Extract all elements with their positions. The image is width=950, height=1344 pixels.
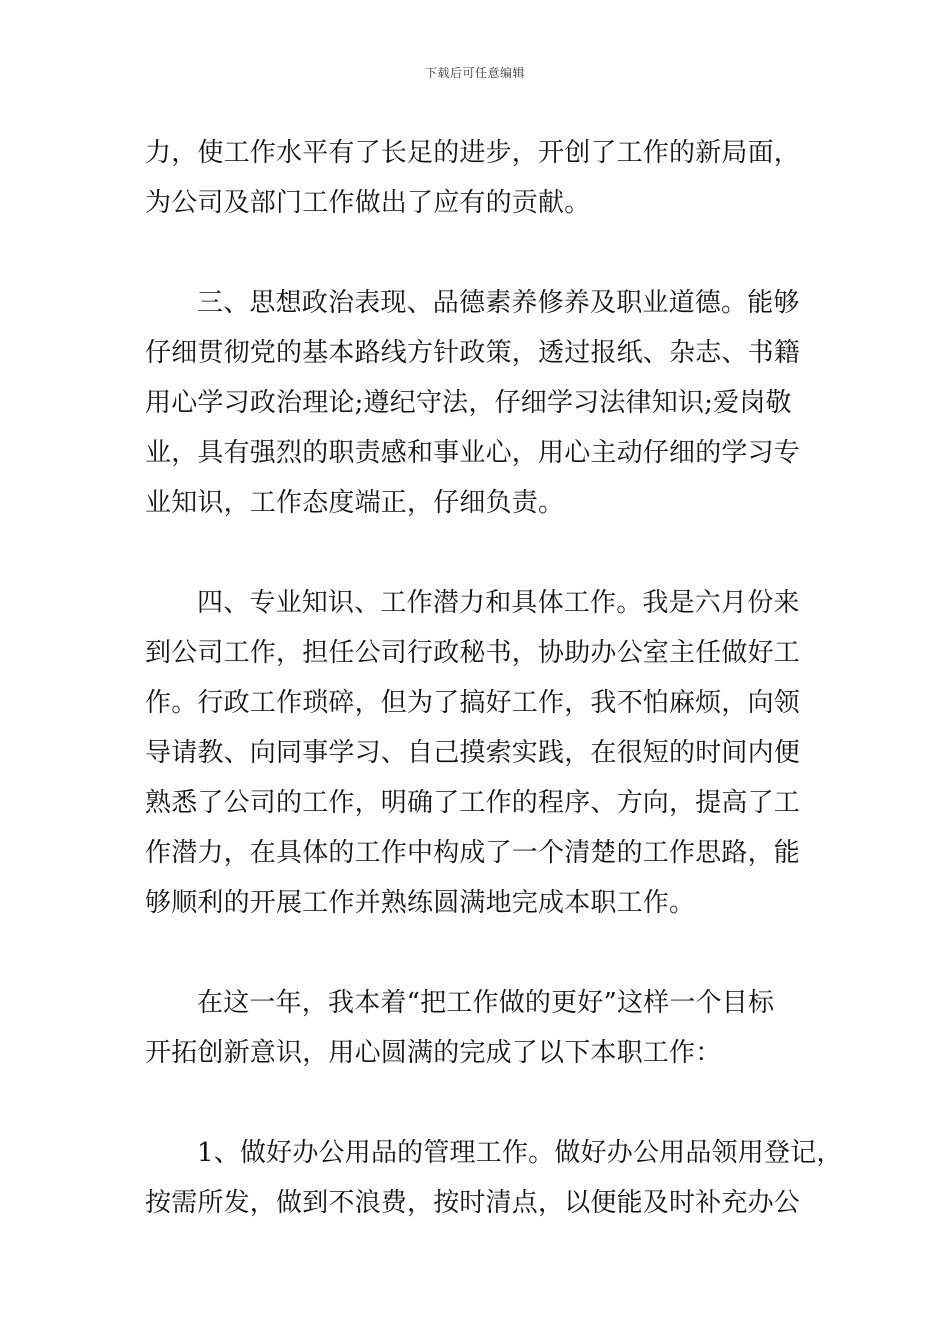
text-line: 为公司及部门工作做出了应有的贡献。 [145,188,591,218]
paragraph-item-one [145,1128,843,1228]
paragraph-spacer [145,928,825,978]
document-body [145,128,843,1228]
paragraph-section-three [145,278,825,528]
text-line: 仔细贯彻党的基本路线方针政策，透过报纸、杂志、书籍 [145,338,801,368]
text-line: 四、专业知识、工作潜力和具体工作。我是六月份来 [197,588,800,618]
text-line: 业，具有强烈的职责感和事业心，用心主动仔细的学习专 [145,438,801,468]
text-line: 三、思想政治表现、品德素养修养及职业道德。能够 [197,288,800,318]
text-line: 按需所发，做到不浪费，按时清点，以便能及时补充办公 [145,1188,801,1218]
text-line: 在这一年，我本着“把工作做的更好”这样一个目标 [197,988,775,1018]
text-line: 到公司工作，担任公司行政秘书，协助办公室主任做好工 [145,638,801,668]
paragraph-this-year [145,978,825,1078]
text-line: 用心学习政治理论;遵纪守法，仔细学习法律知识;爱岗敬 [145,388,792,418]
paragraph-continuation [145,128,825,228]
paragraph-spacer [145,528,825,578]
text-line: 1、做好办公用品的管理工作。做好办公用品领用登记， [197,1138,843,1168]
text-line: 业知识，工作态度端正，仔细负责。 [145,488,565,518]
paragraph-spacer [145,1078,825,1128]
text-line: 作。行政工作琐碎，但为了搞好工作，我不怕麻烦，向领 [145,688,801,718]
text-line: 开拓创新意识，用心圆满的完成了以下本职工作： [145,1038,722,1068]
text-line: 熟悉了公司的工作，明确了工作的程序、方向，提高了工 [145,788,801,818]
page-header: 下载后可任意编辑 [424,66,525,80]
text-line: 作潜力，在具体的工作中构成了一个清楚的工作思路，能 [145,838,801,868]
text-line: 导请教、向同事学习、自己摸索实践，在很短的时间内便 [145,738,801,768]
paragraph-section-four [145,578,825,928]
text-line: 够顺利的开展工作并熟练圆满地完成本职工作。 [145,888,696,918]
paragraph-spacer [145,228,825,278]
text-line: 力，使工作水平有了长足的进步，开创了工作的新局面， [145,138,801,168]
